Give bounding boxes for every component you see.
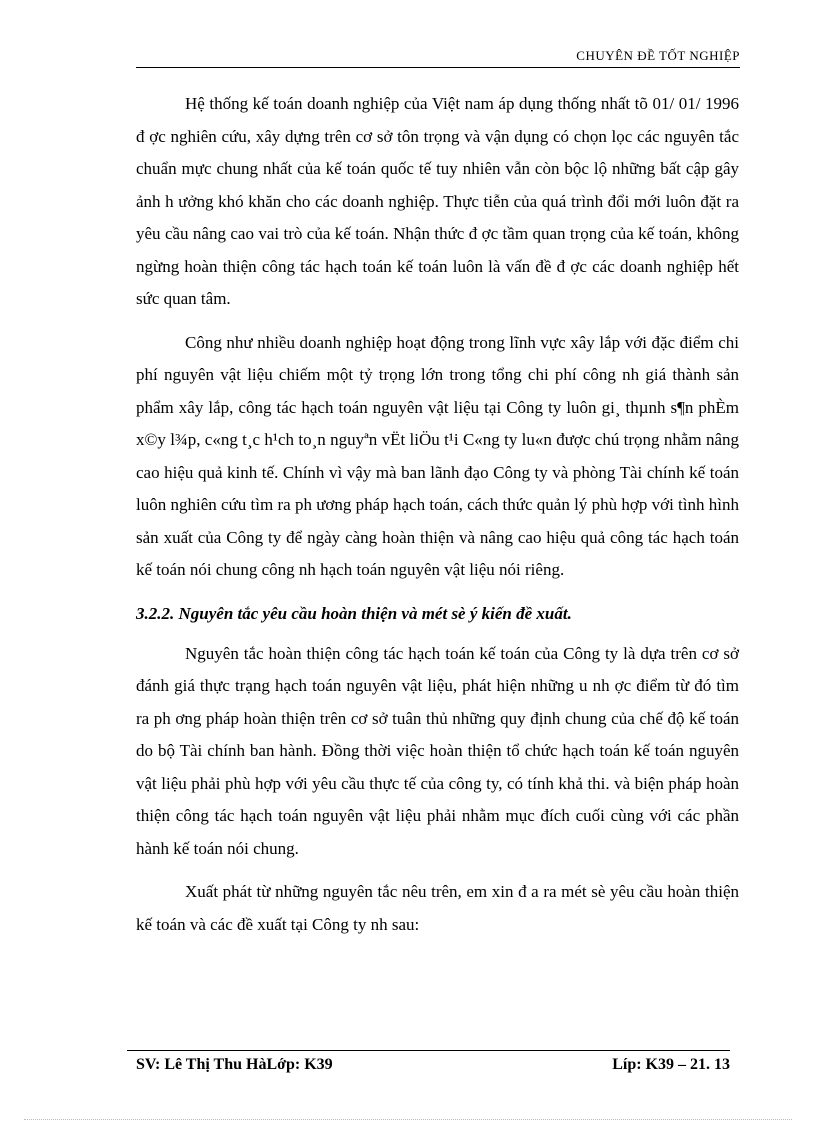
- footer-class: Líp: K39 – 21. 13: [612, 1056, 730, 1073]
- header-divider: [136, 67, 740, 68]
- header-title: CHUYÊN ĐỀ TỐT NGHIỆP: [576, 48, 740, 63]
- page-bottom-edge: [24, 1119, 792, 1120]
- footer-student: SV: Lê Thị Thu HàLớp: K39: [136, 1056, 333, 1073]
- paragraph-proposals: Xuất phát từ những nguyên tắc nêu trên, em xin đ a ra mét sè yêu cầu hoàn thiện kế toán và các đề xuất tại Công ty nh sau:: [136, 882, 739, 934]
- paragraph-accounting-system: Hệ thống kế toán doanh nghiệp của Việt nam áp dụng thống nhất tõ 01/ 01/ 1996 đ ợc nghiên cứu, xây dựng trên cơ sở tôn trọng và vận dụng có chọn lọc các nguyên tắc chuẩn mực chung nhất của kế toán quốc tế tuy nhiên vẫn còn bộc lộ những bất cập gây ảnh h ưởng khó khăn cho các doanh nghiệp. Thực tiễn của quá trình đổi mới luôn đặt ra yêu cầu nâng cao vai trò của kế toán. Nhận thức đ ợc tầm quan trọng của kế toán, không ngừng hoàn thiện công tác hạch toán kế toán luôn là vấn đề đ ợc các doanh nghiệp hết sức quan tâm.: [136, 94, 739, 308]
- paragraph-material-accounting: Công như nhiều doanh nghiệp hoạt động trong lĩnh vực xây lắp với đặc điểm chi phí nguyên vật liệu chiếm một tỷ trọng lớn trong tổng chi phí công nh giá thành sản phẩm xây lắp, công tác hạch toán nguyên vật liệu tại Công ty luôn gi¸ thµnh s¶n phÈm x©y l¾p, c«ng t¸c h¹ch to¸n nguyªn vËt liÖu t¹i C«ng ty lu«n được chú trọng nhằm nâng cao hiệu quả kinh tế. Chính vì vậy mà ban lãnh đạo Công ty và phòng Tài chính kế toán luôn nghiên cứu tìm ra ph ương pháp hạch toán, cách thức quản lý phù hợp với tình hình sản xuất của Công ty để ngày càng hoàn thiện và nâng cao hiệu quả công tác hạch toán kế toán nói chung công nh hạch toán nguyên vật liệu nói riêng.: [136, 332, 739, 579]
- section-heading: 3.2.2. Nguyên tắc yêu cầu hoàn thiện và mét sè ý kiến đề xuất.: [136, 603, 572, 623]
- document-body: [136, 88, 739, 952]
- footer-divider: [127, 1050, 730, 1051]
- paragraph-principles: Nguyên tắc hoàn thiện công tác hạch toán kế toán của Công ty là dựa trên cơ sở đánh giá thực trạng hạch toán nguyên vật liệu, phát hiện những u nh ợc điểm từ đó tìm ra ph ơng pháp hoàn thiện trên cơ sở tuân thủ những quy định chung của chế độ kế toán do bộ Tài chính ban hành. Đồng thời việc hoàn thiện tổ chức hạch toán kế toán nguyên vật liệu phải phù hợp với yêu cầu thực tế của công ty, có tính khả thi. và biện pháp hoàn thiện công tác hạch toán nguyên vật liệu phải nhằm mục đích cuối cùng với các phần hành kế toán nói chung.: [136, 643, 739, 858]
